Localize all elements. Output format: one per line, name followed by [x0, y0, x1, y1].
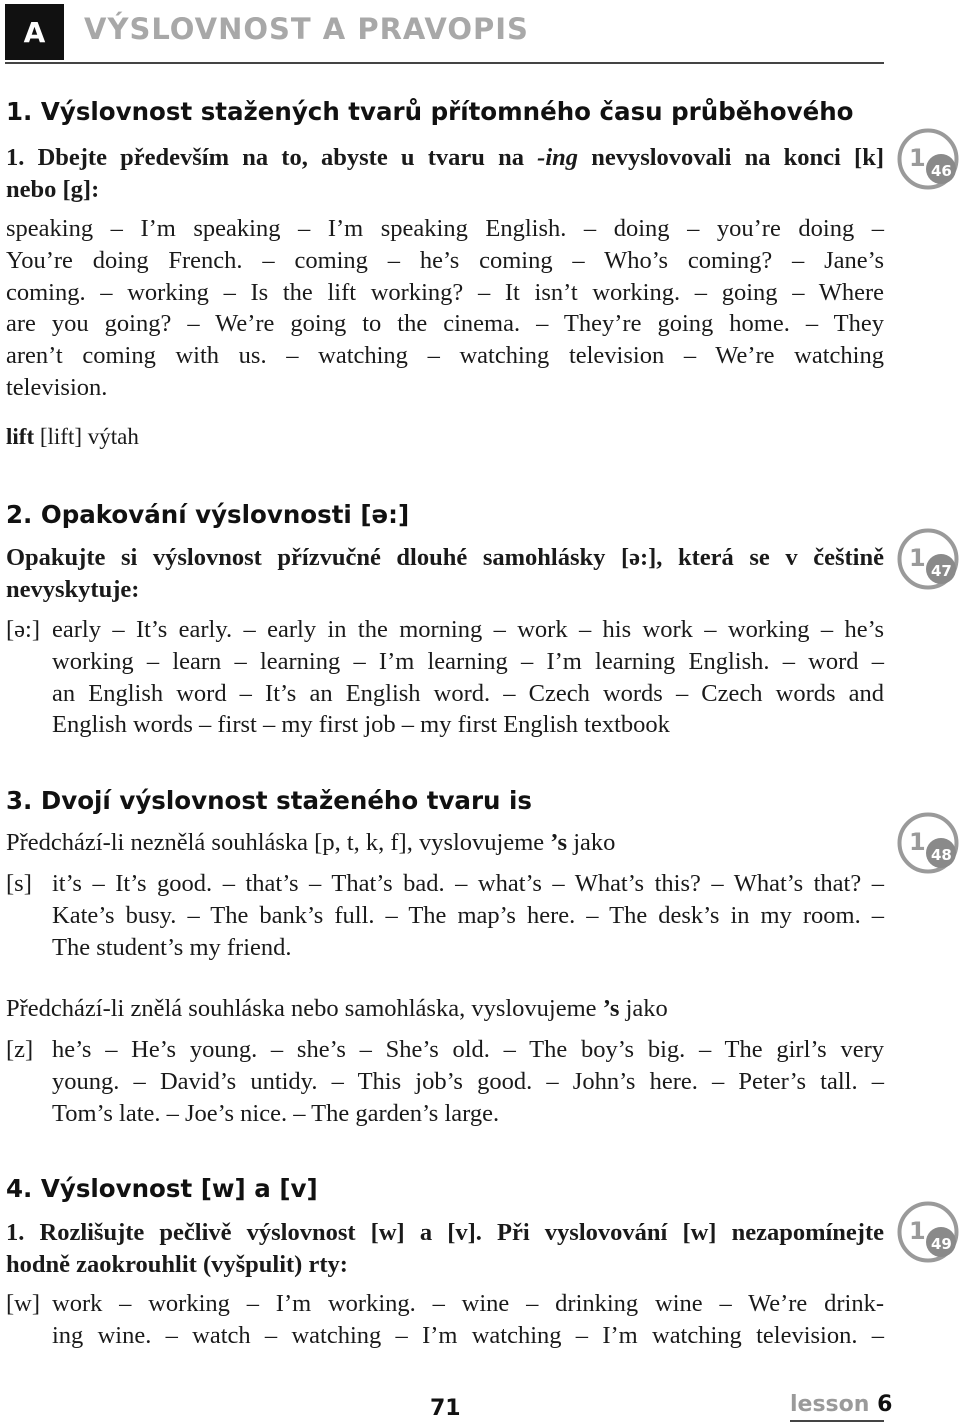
instruction-line: 1. Dbejte především na to, abyste u tvaru na -ing nevyslovovali na konci [k] — [6, 144, 884, 171]
phoneme-label: [z] — [6, 1036, 34, 1063]
instruction-line: Opakujte si výslovnost přízvučné dlouhé samohlásky [ə:], která se v češtině — [6, 544, 884, 571]
exercise-line: The student’s my friend. — [52, 933, 292, 961]
section-3-intro-voiceless: Předchází-li neznělá souhláska [p, t, k, f], vyslovujeme ’s jako — [6, 829, 616, 856]
section-1-instruction — [6, 142, 884, 206]
exercise-line: Kate’s busy. – The bank’s full. – The map’s here. – The desk’s in my room. – — [52, 901, 884, 929]
section-4-title: 4. Výslovnost [w] a [v] — [6, 1174, 318, 1203]
phoneme-label: [s] — [6, 870, 32, 897]
section-1-title: 1. Výslovnost stažených tvarů přítomného času průběhového — [6, 97, 854, 126]
exercise-line: are you going? – We’re going to the cinema. – They’re going home. – They — [6, 310, 884, 338]
section-3-title: 3. Dvojí výslovnost staženého tvaru is — [6, 786, 532, 815]
cd-track-icon — [897, 528, 959, 590]
section-1-exercise — [6, 213, 884, 404]
exercise-line: early – It’s early. – early in the morning – work – his work – working – he’s — [52, 616, 884, 643]
lesson-label: lesson 6 — [790, 1392, 893, 1417]
exercise-line: Tom’s late. – Joe’s nice. – The garden’s large. — [52, 1099, 500, 1127]
vocab-definition: [lift] výtah — [34, 424, 139, 449]
page-number: 71 — [430, 1396, 461, 1421]
exercise-line: work – working – I’m working. – wine – drinking wine – We’re drink- — [52, 1290, 884, 1317]
exercise-line: he’s – He’s young. – she’s – She’s old. – The boy’s big. – The girl’s very — [52, 1036, 884, 1063]
instruction-line: nevyskytuje: — [6, 575, 140, 603]
header-divider — [5, 62, 884, 64]
exercise-line: young. – David’s untidy. – This job’s good. – John’s here. – Peter’s tall. – — [52, 1067, 884, 1095]
svg-text:48: 48 — [931, 846, 952, 864]
section-letter: A — [23, 15, 46, 49]
exercise-line: ing wine. – watch – watching – I’m watching – I’m watching television. – — [52, 1321, 884, 1349]
exercise-line: aren’t coming with us. – watching – watching television – We’re watching — [6, 342, 884, 370]
exercise-line: speaking – I’m speaking – I’m speaking English. – doing – you’re doing – — [6, 215, 884, 242]
exercise-line: an English word – It’s an English word. – Czech words – Czech words and — [52, 679, 884, 707]
cd-track-icon — [897, 812, 959, 874]
instruction-line: hodně zaokrouhlit (vyšpulit) rty: — [6, 1250, 348, 1278]
exercise-line: You’re doing French. – coming – he’s coming – Who’s coming? – Jane’s — [6, 246, 884, 274]
vocabulary-note — [6, 424, 139, 450]
exercise-line: working – learn – learning – I’m learning – I’m learning English. – word – — [52, 647, 884, 675]
instruction-line: 1. Rozlišujte pečlivě výslovnost [w] a [v]. Při vyslovování [w] nezapomínejte — [6, 1219, 884, 1246]
svg-text:1: 1 — [909, 828, 926, 856]
svg-text:1: 1 — [909, 544, 926, 572]
section-3-intro-voiced: Předchází-li znělá souhláska nebo samohláska, vyslovujeme ’s jako — [6, 995, 668, 1022]
svg-text:47: 47 — [931, 562, 952, 580]
instruction-line: nebo [g]: — [6, 175, 100, 203]
chapter-title: VÝSLOVNOST A PRAVOPIS — [84, 12, 529, 46]
svg-text:49: 49 — [931, 1235, 952, 1253]
exercise-line: television. — [6, 373, 108, 401]
cd-track-icon — [897, 128, 959, 190]
exercise-line: it’s – It’s good. – that’s – That’s bad. – what’s – What’s this? – What’s that? – — [52, 870, 884, 897]
phoneme-label: [ə:] — [6, 616, 40, 643]
cd-track-icon — [897, 1201, 959, 1263]
section-letter-box — [5, 4, 64, 60]
footer-divider — [790, 1420, 884, 1422]
svg-text:1: 1 — [909, 1217, 926, 1245]
exercise-line: coming. – working – Is the lift working? – It isn’t working. – going – Where — [6, 278, 884, 306]
vocab-word: lift — [6, 424, 35, 449]
svg-text:46: 46 — [931, 162, 952, 180]
svg-text:1: 1 — [909, 144, 926, 172]
section-2-title: 2. Opakování výslovnosti [ə:] — [6, 500, 410, 529]
phoneme-label: [w] — [6, 1290, 41, 1317]
section-2-instruction — [6, 542, 884, 606]
exercise-line: English words – first – my first job – my first English textbook — [52, 711, 670, 739]
section-4-instruction — [6, 1217, 884, 1281]
